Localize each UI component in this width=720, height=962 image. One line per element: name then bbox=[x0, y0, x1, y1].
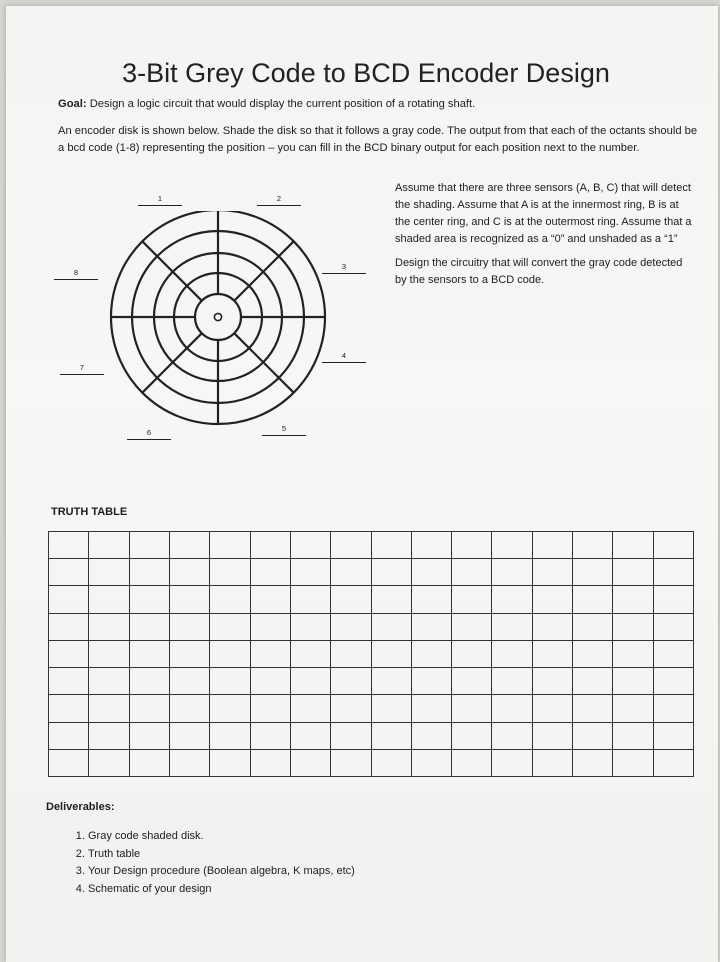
table-cell[interactable] bbox=[89, 668, 129, 695]
table-cell[interactable] bbox=[492, 722, 532, 749]
table-cell[interactable] bbox=[169, 532, 209, 559]
table-cell[interactable] bbox=[492, 586, 532, 613]
table-cell[interactable] bbox=[411, 668, 451, 695]
position-label-4 bbox=[322, 351, 366, 363]
table-cell[interactable] bbox=[573, 749, 613, 776]
table-cell[interactable] bbox=[49, 532, 89, 559]
table-cell[interactable] bbox=[250, 749, 290, 776]
position-label-5 bbox=[262, 424, 306, 436]
table-cell[interactable] bbox=[452, 586, 492, 613]
table-cell[interactable] bbox=[371, 695, 411, 722]
shaft-hole bbox=[214, 313, 221, 320]
table-cell[interactable] bbox=[331, 722, 371, 749]
table-cell[interactable] bbox=[129, 749, 169, 776]
table-row bbox=[49, 613, 694, 640]
table-cell[interactable] bbox=[210, 586, 250, 613]
table-cell[interactable] bbox=[452, 532, 492, 559]
table-cell[interactable] bbox=[129, 613, 169, 640]
table-cell[interactable] bbox=[371, 532, 411, 559]
table-cell[interactable] bbox=[49, 559, 89, 586]
table-cell[interactable] bbox=[129, 695, 169, 722]
table-row bbox=[49, 722, 694, 749]
table-cell[interactable] bbox=[452, 668, 492, 695]
table-cell[interactable] bbox=[210, 695, 250, 722]
truth-table-grid bbox=[48, 531, 694, 777]
table-cell[interactable] bbox=[331, 695, 371, 722]
sensor-assumption: Assume that there are three sensors (A, B, C) that will detect the shading. Assume that A is at the innermost ring, B is at the center ring, and C is at the outermost ring. Assume that a shaded area is recognized as a “0” and unshaded as a “1” bbox=[395, 182, 692, 245]
table-cell[interactable] bbox=[653, 613, 693, 640]
table-cell[interactable] bbox=[532, 749, 572, 776]
table-cell[interactable] bbox=[290, 668, 330, 695]
intro-paragraph: An encoder disk is shown below. Shade the disk so that it follows a gray code. The output from that each of the octants should be a bcd code (1-8) representing the position – you can fill in the BCD binary output for each position next to the number. bbox=[58, 125, 698, 154]
table-cell[interactable] bbox=[250, 722, 290, 749]
table-cell[interactable] bbox=[371, 749, 411, 776]
table-cell[interactable] bbox=[532, 722, 572, 749]
table-cell[interactable] bbox=[250, 695, 290, 722]
table-cell[interactable] bbox=[653, 532, 693, 559]
table-cell[interactable] bbox=[49, 668, 89, 695]
table-cell[interactable] bbox=[290, 640, 330, 667]
goal-text: Design a logic circuit that would display the current position of a rotating shaft. bbox=[86, 98, 476, 110]
table-cell[interactable] bbox=[290, 695, 330, 722]
table-cell[interactable] bbox=[331, 559, 371, 586]
table-cell[interactable] bbox=[573, 532, 613, 559]
table-cell[interactable] bbox=[573, 640, 613, 667]
table-cell[interactable] bbox=[411, 613, 451, 640]
table-row bbox=[49, 695, 694, 722]
position-number: 3 bbox=[341, 262, 347, 271]
table-cell[interactable] bbox=[89, 749, 129, 776]
page-title: 3-Bit Grey Code to BCD Encoder Design bbox=[122, 58, 610, 88]
table-cell[interactable] bbox=[250, 532, 290, 559]
table-cell[interactable] bbox=[210, 668, 250, 695]
table-cell[interactable] bbox=[250, 586, 290, 613]
position-label-2 bbox=[257, 194, 301, 206]
table-cell[interactable] bbox=[492, 559, 532, 586]
table-cell[interactable] bbox=[210, 532, 250, 559]
table-cell[interactable] bbox=[411, 586, 451, 613]
table-cell[interactable] bbox=[532, 559, 572, 586]
position-label-6 bbox=[127, 428, 171, 440]
table-cell[interactable] bbox=[613, 695, 653, 722]
table-cell[interactable] bbox=[169, 640, 209, 667]
table-cell[interactable] bbox=[613, 640, 653, 667]
table-cell[interactable] bbox=[371, 586, 411, 613]
truth-table-label: TRUTH TABLE bbox=[51, 506, 128, 518]
paper-sheet bbox=[6, 6, 718, 962]
position-number: 1 bbox=[157, 194, 163, 203]
table-cell[interactable] bbox=[492, 749, 532, 776]
answer-blank[interactable] bbox=[322, 271, 366, 274]
table-cell[interactable] bbox=[371, 559, 411, 586]
table-cell[interactable] bbox=[290, 586, 330, 613]
table-row bbox=[49, 586, 694, 613]
table-cell[interactable] bbox=[210, 559, 250, 586]
hub-ring bbox=[195, 294, 241, 340]
table-cell[interactable] bbox=[452, 559, 492, 586]
table-cell[interactable] bbox=[129, 559, 169, 586]
table-cell[interactable] bbox=[411, 695, 451, 722]
table-cell[interactable] bbox=[452, 722, 492, 749]
table-cell[interactable] bbox=[210, 613, 250, 640]
answer-blank[interactable] bbox=[60, 372, 104, 375]
list-item: 4. Schematic of your design bbox=[88, 881, 355, 899]
table-cell[interactable] bbox=[129, 532, 169, 559]
assumptions-block bbox=[395, 180, 695, 296]
position-number: 7 bbox=[79, 363, 85, 372]
design-instruction: Design the circuitry that will convert the gray code detected by the sensors to a BCD code. bbox=[395, 257, 683, 286]
octant-divider bbox=[142, 333, 201, 392]
table-cell[interactable] bbox=[411, 749, 451, 776]
table-cell[interactable] bbox=[290, 532, 330, 559]
table-cell[interactable] bbox=[411, 640, 451, 667]
table-cell[interactable] bbox=[532, 668, 572, 695]
table-cell[interactable] bbox=[250, 640, 290, 667]
table-cell[interactable] bbox=[250, 613, 290, 640]
answer-blank[interactable] bbox=[54, 277, 98, 280]
table-cell[interactable] bbox=[573, 722, 613, 749]
table-cell[interactable] bbox=[89, 722, 129, 749]
table-cell[interactable] bbox=[653, 586, 693, 613]
table-cell[interactable] bbox=[532, 695, 572, 722]
table-cell[interactable] bbox=[49, 613, 89, 640]
table-cell[interactable] bbox=[331, 532, 371, 559]
answer-blank[interactable] bbox=[138, 203, 182, 206]
table-row bbox=[49, 559, 694, 586]
table-cell[interactable] bbox=[89, 532, 129, 559]
list-item: 2. Truth table bbox=[88, 846, 355, 864]
octant-divider bbox=[142, 241, 201, 300]
table-cell[interactable] bbox=[129, 640, 169, 667]
table-cell[interactable] bbox=[49, 749, 89, 776]
table-cell[interactable] bbox=[653, 668, 693, 695]
table-cell[interactable] bbox=[169, 722, 209, 749]
table-cell[interactable] bbox=[89, 640, 129, 667]
table-row bbox=[49, 749, 694, 776]
table-cell[interactable] bbox=[129, 722, 169, 749]
table-cell[interactable] bbox=[573, 613, 613, 640]
table-cell[interactable] bbox=[169, 613, 209, 640]
table-cell[interactable] bbox=[290, 722, 330, 749]
table-cell[interactable] bbox=[371, 668, 411, 695]
list-item: 1. Gray code shaded disk. bbox=[88, 828, 355, 846]
table-cell[interactable] bbox=[89, 613, 129, 640]
table-cell[interactable] bbox=[532, 586, 572, 613]
goal-statement bbox=[58, 98, 475, 110]
goal-label: Goal: bbox=[58, 98, 87, 110]
table-cell[interactable] bbox=[371, 722, 411, 749]
table-cell[interactable] bbox=[492, 668, 532, 695]
position-label-7 bbox=[60, 363, 104, 375]
position-number: 5 bbox=[281, 424, 287, 433]
table-cell[interactable] bbox=[653, 640, 693, 667]
answer-blank[interactable] bbox=[127, 437, 171, 440]
answer-blank[interactable] bbox=[322, 360, 366, 363]
table-row bbox=[49, 668, 694, 695]
table-cell[interactable] bbox=[613, 722, 653, 749]
table-cell[interactable] bbox=[452, 695, 492, 722]
position-number: 4 bbox=[341, 351, 347, 360]
octant-divider bbox=[234, 333, 293, 392]
table-cell[interactable] bbox=[492, 613, 532, 640]
table-cell[interactable] bbox=[49, 695, 89, 722]
table-cell[interactable] bbox=[452, 613, 492, 640]
table-cell[interactable] bbox=[492, 640, 532, 667]
table-cell[interactable] bbox=[210, 640, 250, 667]
table-cell[interactable] bbox=[49, 722, 89, 749]
table-cell[interactable] bbox=[290, 749, 330, 776]
position-number: 6 bbox=[146, 428, 152, 437]
table-cell[interactable] bbox=[250, 668, 290, 695]
table-row bbox=[49, 640, 694, 667]
table-cell[interactable] bbox=[89, 559, 129, 586]
table-cell[interactable] bbox=[371, 640, 411, 667]
table-cell[interactable] bbox=[169, 559, 209, 586]
table-cell[interactable] bbox=[532, 640, 572, 667]
answer-blank[interactable] bbox=[257, 203, 301, 206]
table-row bbox=[49, 532, 694, 559]
table-cell[interactable] bbox=[290, 613, 330, 640]
table-cell[interactable] bbox=[331, 749, 371, 776]
table-cell[interactable] bbox=[331, 586, 371, 613]
table-cell[interactable] bbox=[89, 586, 129, 613]
table-cell[interactable] bbox=[613, 559, 653, 586]
table-cell[interactable] bbox=[411, 532, 451, 559]
table-cell[interactable] bbox=[573, 559, 613, 586]
position-label-3 bbox=[322, 262, 366, 274]
table-cell[interactable] bbox=[49, 586, 89, 613]
table-cell[interactable] bbox=[129, 668, 169, 695]
table-cell[interactable] bbox=[331, 668, 371, 695]
table-cell[interactable] bbox=[169, 749, 209, 776]
table-cell[interactable] bbox=[613, 749, 653, 776]
table-cell[interactable] bbox=[613, 613, 653, 640]
table-cell[interactable] bbox=[169, 695, 209, 722]
table-cell[interactable] bbox=[250, 559, 290, 586]
table-cell[interactable] bbox=[331, 613, 371, 640]
table-cell[interactable] bbox=[573, 695, 613, 722]
table-cell[interactable] bbox=[169, 668, 209, 695]
table-cell[interactable] bbox=[653, 559, 693, 586]
position-label-1 bbox=[138, 194, 182, 206]
answer-blank[interactable] bbox=[262, 433, 306, 436]
table-cell[interactable] bbox=[452, 640, 492, 667]
table-cell[interactable] bbox=[452, 749, 492, 776]
table-cell[interactable] bbox=[210, 722, 250, 749]
list-item: 3. Your Design procedure (Boolean algebra, K maps, etc) bbox=[88, 863, 355, 881]
table-cell[interactable] bbox=[371, 613, 411, 640]
position-number: 8 bbox=[73, 268, 79, 277]
encoder-disk bbox=[106, 211, 330, 435]
table-cell[interactable] bbox=[49, 640, 89, 667]
position-label-8 bbox=[54, 268, 98, 280]
octant-divider bbox=[234, 241, 293, 300]
table-cell[interactable] bbox=[653, 722, 693, 749]
table-cell[interactable] bbox=[89, 695, 129, 722]
table-cell[interactable] bbox=[613, 668, 653, 695]
table-cell[interactable] bbox=[411, 722, 451, 749]
table-cell[interactable] bbox=[573, 668, 613, 695]
table-cell[interactable] bbox=[653, 749, 693, 776]
table-cell[interactable] bbox=[210, 749, 250, 776]
table-cell[interactable] bbox=[411, 559, 451, 586]
deliverables-list bbox=[68, 828, 355, 898]
table-cell[interactable] bbox=[532, 532, 572, 559]
table-cell[interactable] bbox=[492, 532, 532, 559]
table-cell[interactable] bbox=[331, 640, 371, 667]
position-number: 2 bbox=[276, 194, 282, 203]
table-cell[interactable] bbox=[532, 613, 572, 640]
table-cell[interactable] bbox=[573, 586, 613, 613]
table-cell[interactable] bbox=[613, 586, 653, 613]
table-cell[interactable] bbox=[169, 586, 209, 613]
table-cell[interactable] bbox=[492, 695, 532, 722]
table-cell[interactable] bbox=[613, 532, 653, 559]
table-cell[interactable] bbox=[653, 695, 693, 722]
table-cell[interactable] bbox=[129, 586, 169, 613]
deliverables-label: Deliverables: bbox=[46, 801, 115, 813]
table-cell[interactable] bbox=[290, 559, 330, 586]
